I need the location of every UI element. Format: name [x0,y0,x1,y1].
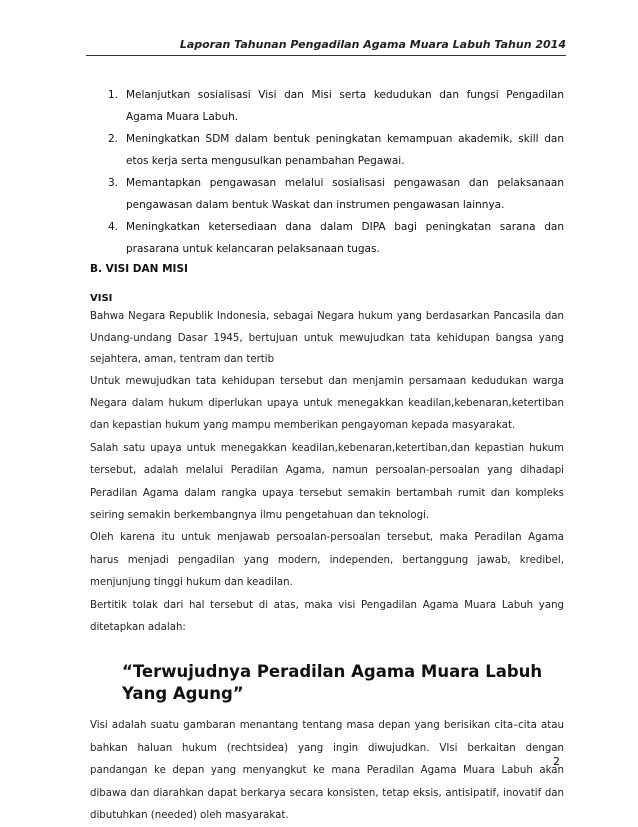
list-item-text: Meningkatkan ketersediaan dana dalam DIPA bagi peningkatan sarana dan prasarana untuk kelancaran pelaksanaan tugas. [126,221,564,255]
paragraph: Bertitik tolak dari hal tersebut di atas, maka visi Pengadilan Agama Muara Labuh yang ditetapkan adalah: [90,599,564,633]
paragraph: Salah satu upaya untuk menegakkan keadilan,kebenaran,ketertiban,dan kepastian hukum tersebut, adalah melalui Peradilan Agama, namun persoalan-persoalan yang dihadapi Peradilan Agama dalam rangka upaya tersebut semakin bertambah rumit dan kompleks seiring semakin berkembangnya ilmu pengetahuan dan teknologi. [90,442,564,521]
list-item-text: Melanjutkan sosialisasi Visi dan Misi serta kedudukan dan fungsi Pengadilan Agama Muara Labuh. [126,89,564,123]
list-item [90,128,564,172]
list-item-text: Memantapkan pengawasan melalui sosialisasi pengawasan dan pelaksanaan pengawasan dalam bentuk Waskat dan instrumen pengawasan lainnya. [126,177,564,211]
section-heading: B. VISI DAN MISI [90,263,188,275]
list-item [90,216,564,260]
paragraph: Bahwa Negara Republik Indonesia, sebagai Negara hukum yang berdasarkan Pancasila dan Undang-undang Dasar 1945, bertujuan untuk mewujudkan tata kehidupan bangsa yang sejahtera, aman, tentram dan tertib [90,311,564,365]
paragraph: Untuk mewujudkan tata kehidupan tersebut dan menjamin persamaan kedudukan warga Negara dalam hukum diperlukan upaya untuk menegakkan keadilan,kebenaran,ketertiban dan kepastian hukum yang mampu memberikan pengayoman kepada masyarakat. [90,375,564,432]
header-divider [86,55,566,56]
list-item-number: 4. [108,221,119,233]
page-number: 2 [553,755,560,768]
document-body [90,84,564,827]
paragraph: Oleh karena itu untuk menjawab persoalan-persoalan tersebut, maka Peradilan Agama harus menjadi pengadilan yang modern, independen, bertanggung jawab, kredibel, menjunjung tinggi hukum dan keadilan. [90,532,564,589]
page-header-title: Laporan Tahunan Pengadilan Agama Muara Labuh Tahun 2014 [179,38,566,51]
closing-paragraph: Visi adalah suatu gambaran menantang tentang masa depan yang berisikan cita–cita atau bahkan haluan hukum (rechtsidea) yang ingin diwujudkan. VIsi berkaitan dengan pandangan ke depan yang menyangkut ke mana Peradilan Agama Muara Labuh akan dibawa dan diarahkan dapat berkarya secara konsisten, tetap eksis, antisipatif, inovatif dan dibutuhkan (needed) oleh masyarakat. [90,720,564,821]
list-item [90,84,564,128]
mission-list [90,84,564,260]
list-item-text: Meningkatkan SDM dalam bentuk peningkatan kemampuan akademik, skill dan etos kerja serta mengusulkan penambahan Pegawai. [126,133,564,167]
list-item-number: 1. [108,89,119,101]
list-item [90,172,564,216]
list-item-number: 3. [108,177,119,189]
list-item-number: 2. [108,133,119,145]
vision-motto: “Terwujudnya Peradilan Agama Muara Labuh Yang Agung” [122,662,543,704]
sub-heading-visi: VISI [90,293,113,304]
